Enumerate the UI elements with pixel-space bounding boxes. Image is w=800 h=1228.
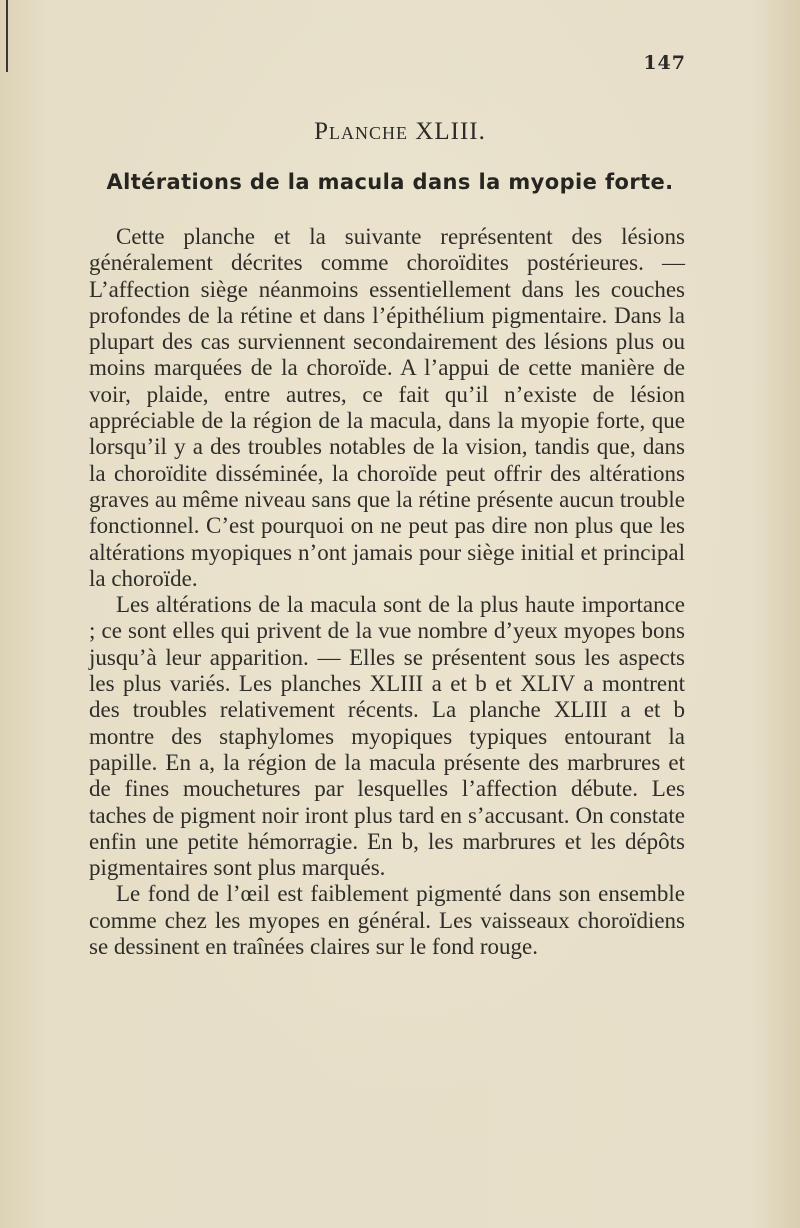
margin-rule bbox=[6, 0, 8, 72]
paragraph-3: Le fond de l’œil est faiblement pigmenté dans son ensemble comme chez les myopes en général. Les vaisseaux choroïdiens se dessinent en traînées claires sur le fond rouge. bbox=[89, 881, 685, 960]
paragraph-2: Les altérations de la macula sont de la plus haute importance ; ce sont elles qui privent de la vue nombre d’yeux myopes bons jusqu’à leur apparition. — Elles se présentent sous les aspects les plus variés. Les planches XLIII a et b et XLIV a montrent des troubles relativement récents. La planche XLIII a et b montre des staphylomes myopiques typiques entourant la papille. En a, la région de la macula présente des marbrures et de fines mouchetures par lesquelles l’affection débute. Les taches de pigment noir iront plus tard en s’accusant. On constate enfin une petite hémorragie. En b, les marbrures et les dépôts pigmentaires sont plus marqués. bbox=[89, 592, 685, 881]
section-heading: Altérations de la macula dans la myopie forte. bbox=[106, 170, 674, 194]
plate-label: Planche XLIII. bbox=[314, 118, 486, 145]
paragraph-1: Cette planche et la suivante représentent des lésions généralement décrites comme choroïdites postérieures. — L’affection siège néanmoins essentiellement dans les couches profondes de la rétine et dans l’épithélium pigmentaire. Dans la plupart des cas surviennent secondairement des lésions plus ou moins marquées de la choroïde. A l’appui de cette manière de voir, plaide, entre autres, ce fait qu’il n’existe de lésion appréciable de la région de la macula, dans la myopie forte, que lorsqu’il y a des troubles notables de la vision, tandis que, dans la choroïdite disséminée, la choroïde peut offrir des altérations graves au même niveau sans que la rétine présente aucun trouble fonctionnel. C’est pourquoi on ne peut pas dire non plus que les altérations myopiques n’ont jamais pour siège initial et principal la choroïde. bbox=[89, 224, 685, 591]
page-number: 147 bbox=[643, 52, 686, 74]
body-text bbox=[89, 224, 685, 960]
